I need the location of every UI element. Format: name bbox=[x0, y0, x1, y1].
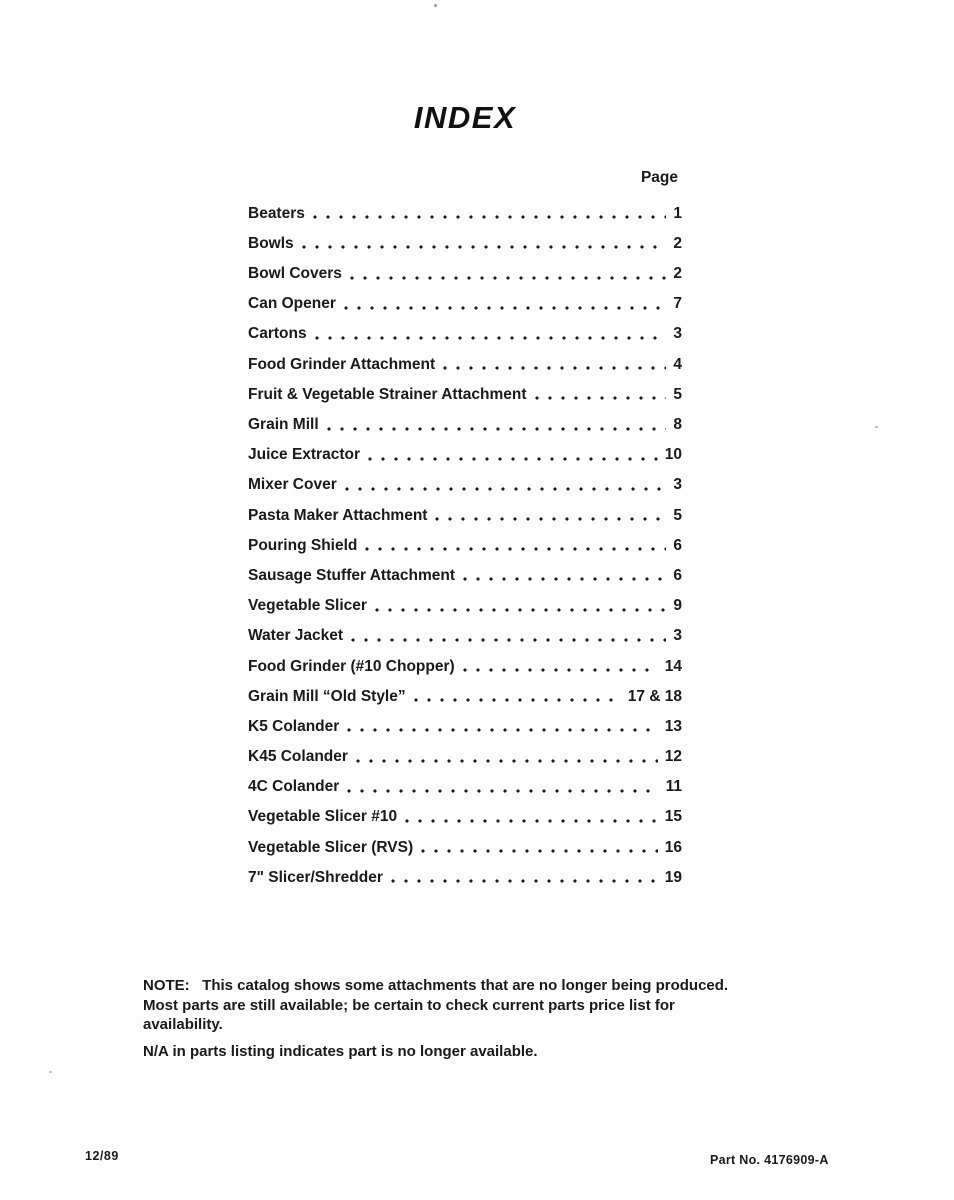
toc-entry-label: Bowls bbox=[248, 234, 294, 252]
toc-entry-label: Food Grinder (#10 Chopper) bbox=[248, 657, 455, 675]
toc-row bbox=[248, 679, 682, 709]
page-title: INDEX bbox=[413, 100, 517, 135]
toc-entry-page: 5 bbox=[673, 385, 682, 403]
dot-leader bbox=[535, 396, 667, 400]
toc-entry-page: 4 bbox=[673, 355, 682, 373]
dot-leader bbox=[368, 457, 658, 461]
toc-entry-page: 9 bbox=[673, 597, 682, 615]
toc-row bbox=[248, 709, 682, 739]
toc-row bbox=[248, 770, 682, 800]
dot-leader bbox=[365, 547, 666, 551]
footer-part-number: Part No. 4176909-A bbox=[710, 1153, 829, 1167]
toc-row bbox=[248, 347, 682, 377]
dot-leader bbox=[356, 759, 658, 763]
toc-row bbox=[248, 649, 682, 679]
toc-row bbox=[248, 438, 682, 468]
toc-entry-page: 10 bbox=[664, 446, 682, 464]
toc-row bbox=[248, 196, 682, 226]
dot-leader bbox=[315, 336, 667, 340]
toc-row bbox=[248, 800, 682, 830]
dot-leader bbox=[327, 427, 667, 431]
dot-leader bbox=[313, 215, 667, 219]
toc-entry-label: Pouring Shield bbox=[248, 536, 358, 554]
dot-leader bbox=[345, 487, 667, 491]
scan-speck bbox=[875, 426, 878, 428]
toc-row bbox=[248, 256, 682, 286]
toc-entry-page: 16 bbox=[664, 838, 682, 856]
toc-row bbox=[248, 860, 682, 890]
toc-entry-page: 19 bbox=[664, 868, 682, 886]
toc-row bbox=[248, 287, 682, 317]
toc-row bbox=[248, 830, 682, 860]
toc-entry-page: 5 bbox=[673, 506, 682, 524]
dot-leader bbox=[414, 698, 621, 702]
toc-entry-page: 1 bbox=[673, 204, 682, 222]
footer-date-code: 12/89 bbox=[85, 1149, 119, 1163]
toc-row bbox=[248, 468, 682, 498]
toc-entry-page: 3 bbox=[673, 627, 682, 645]
toc-row bbox=[248, 226, 682, 256]
dot-leader bbox=[421, 849, 658, 853]
note-line: Most parts are still available; be certain to check current parts price list for bbox=[143, 996, 675, 1014]
toc-row bbox=[248, 558, 682, 588]
toc-row bbox=[248, 619, 682, 649]
toc-entry-label: Bowl Covers bbox=[248, 265, 342, 283]
toc-entry-page: 6 bbox=[673, 536, 682, 554]
dot-leader bbox=[405, 819, 658, 823]
toc-entry-page: 3 bbox=[673, 476, 682, 494]
toc-entry-page: 2 bbox=[673, 265, 682, 283]
dot-leader bbox=[443, 366, 666, 370]
toc-entry-page: 11 bbox=[665, 778, 682, 796]
dot-leader bbox=[350, 276, 666, 280]
toc-entry-label: K45 Colander bbox=[248, 748, 348, 766]
toc-entry-page: 13 bbox=[664, 717, 682, 735]
dot-leader bbox=[375, 608, 666, 612]
toc-row bbox=[248, 498, 682, 528]
toc-entry-page: 14 bbox=[664, 657, 682, 675]
toc-entry-page: 12 bbox=[664, 748, 682, 766]
toc-entry-page: 8 bbox=[673, 416, 682, 433]
toc-entry-label: 4C Colander bbox=[248, 778, 340, 796]
toc-entry-label: Beaters bbox=[248, 204, 305, 222]
toc-entry-label: Sausage Stuffer Attachment bbox=[248, 566, 455, 584]
toc-entry-label: Water Jacket bbox=[248, 627, 344, 645]
page-column-header: Page bbox=[640, 169, 678, 186]
toc-entry-page: 7 bbox=[673, 295, 682, 313]
note-line: availability. bbox=[143, 1016, 223, 1033]
toc-row bbox=[248, 588, 682, 618]
dot-leader bbox=[435, 517, 666, 521]
toc-entry-page: 2 bbox=[673, 234, 682, 252]
dot-leader bbox=[302, 245, 667, 249]
dot-leader bbox=[391, 879, 658, 883]
na-availability-note: N/A in parts listing indicates part is no longer available. bbox=[143, 1043, 538, 1060]
table-of-contents bbox=[248, 196, 682, 890]
dot-leader bbox=[463, 668, 658, 672]
toc-entry-label: Cartons bbox=[248, 325, 307, 343]
toc-entry-label: 7" Slicer/Shredder bbox=[248, 868, 383, 886]
toc-entry-label: Pasta Maker Attachment bbox=[248, 506, 428, 524]
toc-entry-label: Food Grinder Attachment bbox=[248, 355, 436, 373]
toc-entry-page: 17 & 18 bbox=[627, 687, 682, 705]
scan-speck bbox=[49, 1071, 52, 1073]
toc-entry-label: Fruit & Vegetable Strainer Attachment bbox=[248, 385, 527, 403]
toc-row bbox=[248, 377, 682, 407]
toc-entry-label: Vegetable Slicer bbox=[248, 597, 367, 615]
toc-entry-page: 6 bbox=[673, 566, 682, 584]
toc-entry-page: 3 bbox=[673, 325, 682, 343]
note-line: NOTE: This catalog shows some attachments that are no longer being produced. bbox=[143, 977, 729, 994]
toc-entry-label: Grain Mill “Old Style” bbox=[248, 687, 406, 705]
dot-leader bbox=[347, 789, 658, 793]
toc-entry-label: Can Opener bbox=[248, 295, 336, 313]
scan-speck bbox=[434, 4, 437, 7]
dot-leader bbox=[347, 728, 657, 732]
toc-entry-label: Grain Mill bbox=[248, 416, 319, 433]
index-section bbox=[248, 100, 682, 890]
toc-entry-label: K5 Colander bbox=[248, 717, 340, 735]
toc-row bbox=[248, 528, 682, 558]
toc-row bbox=[248, 317, 682, 347]
toc-row bbox=[248, 407, 682, 437]
toc-entry-page: 15 bbox=[664, 808, 682, 826]
dot-leader bbox=[463, 577, 666, 581]
toc-entry-label: Juice Extractor bbox=[248, 446, 360, 464]
toc-entry-label: Vegetable Slicer #10 bbox=[248, 808, 398, 826]
toc-entry-label: Mixer Cover bbox=[248, 476, 337, 494]
dot-leader bbox=[344, 306, 667, 310]
note-paragraph bbox=[143, 976, 823, 1035]
toc-entry-label: Vegetable Slicer (RVS) bbox=[248, 838, 414, 856]
toc-row bbox=[248, 739, 682, 769]
dot-leader bbox=[351, 638, 666, 642]
